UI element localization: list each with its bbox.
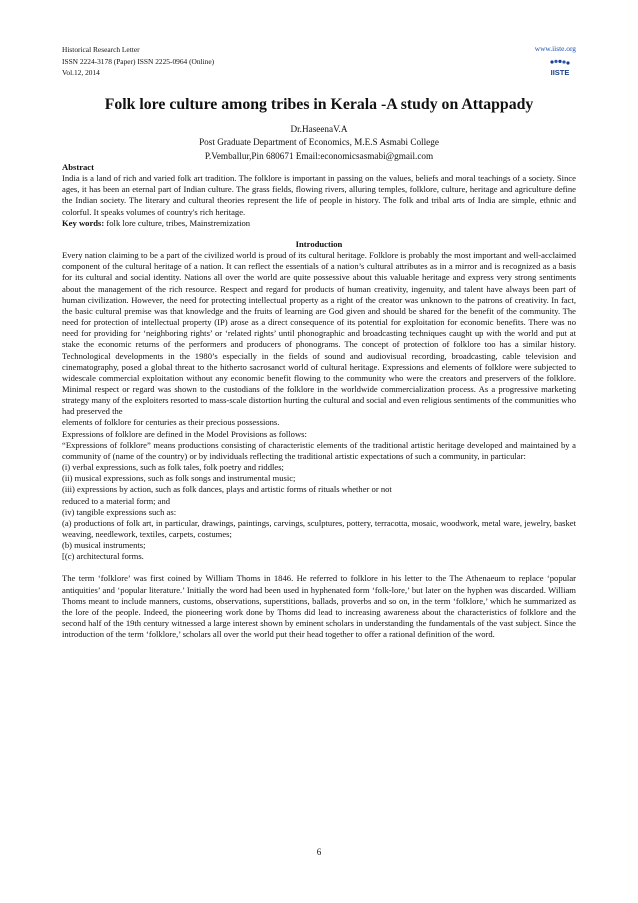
intro-definition-quote: “Expressions of folklore” means productions consisting of characteristic elements of the traditional artistic heritage developed and maintained by a community of (name of the country) or by individuals reflecting the traditional artistic expectations of such a community, in particular: — [62, 439, 576, 461]
list-item: reduced to a material form; and — [62, 495, 171, 506]
paragraph-gap — [62, 562, 576, 573]
abstract-text: India is a land of rich and varied folk art tradition. The folklore is important in passing on the values, beliefs and moral teachings of a society. Since ages, it has been an eternal part of Indian culture. The grass fields, flowing rivers, alluring temples, folklore, culture, heritage and agriculture define the Indian society. The literary and cultural theories represent the life of people in history. The folk and tribal arts of India are simple, ethnic and colorful. It speaks volumes of country's rich heritage. — [62, 173, 576, 217]
logo-text: IISTE — [550, 68, 570, 77]
list-item: (b) musical instruments; — [62, 540, 146, 551]
list-item: [(c) architectural forms. — [62, 551, 144, 562]
author-affiliation: Post Graduate Department of Economics, M.E.S Asmabi College — [199, 137, 439, 148]
paper-body — [62, 162, 576, 640]
intro-paragraph-1: Every nation claiming to be a part of the civilized world is proud of its cultural heritage. Folklore is probably the most important and well-acclaimed component of the cultural heritage of a nation. It can reflect the essentials of a nation’s cultural attributes as in a mirror and is recognized as a basis for its cultural and social identity. Nations all over the world are quite possessive about this valuable heritage and express very strong sentiments about the management of the rich resource. Respect and regard for products of human creativity, ingenuity, and talent have always been part of human civilization. However, the need for protecting intellectual property as a right of the creator was unknown to the patrons of creativity. In fact, the basic cultural premise was that knowledge and the fruits of learning are God given and should be shared for the benefit of the community. The need for protection of intellectual property (IP) arose as a direct consequence of its potential for exploitation for economic benefits. There was no need for providing for ‘neighboring rights’ or ‘related rights’ until phonographic and broadcasting techniques caught up with the world and put at stake the economic returns of the performers and producers of phonograms. The concept of protection of folklore too has a similar history. Technological developments in the 1980’s especially in the fields of sound and audiovisual recording, broadcasting, cable television and cinematography, posed a global threat to the hitherto sacrosanct world of cultural heritage. Expressions and elements of folklore were subjected to widescale commercial exploitation without any economic benefit flowing to the community who were the creators and preservers of the folklore. Minimal respect or regard was shown to the custodians of the folklore in the worldwide commercialization process. As a progressive marketing strategy many of the exploiters resorted to mass-scale distortion hurting the cultural and social and even religious sentiments of the communities who had preserved the — [62, 250, 576, 417]
page-number: 6 — [316, 847, 322, 857]
intro-paragraph-2: The term ‘folklore’ was first coined by William Thoms in 1846. He referred to folklore in his letter to the The Athenaeum to replace ‘popular antiquities’ and ‘popular literature.’ Initially the word had been used in hyphenated form ‘folk-lore,’ but later on the hyphen was discarded. William Thoms meant to include manners, customs, observations, superstitions, ballads, proverbs and so on, in the term ‘folklore,’ which he summarized as the lore of the people. Indeed, the pioneering work done by Thoms did lead to increasing awareness about the characteristics of folklore and the second half of the 19th century witnessed a large interest shown by eminent scholars in understanding the fundamentals of the vast subject. Since the introduction of the term ‘folklore,’ scholars all over the world put their head together to offer a rational definition of the word. — [62, 573, 576, 640]
keywords-line — [62, 218, 576, 229]
paper-title: Folk lore culture among tribes in Kerala -A study on Attappady — [104, 96, 534, 113]
author-name: Dr.HaseenaV.A — [290, 124, 348, 134]
author-block — [62, 123, 576, 163]
journal-header — [62, 44, 214, 79]
journal-volume: Vol.12, 2014 — [62, 68, 100, 77]
list-item: (ii) musical expressions, such as folk songs and instrumental music; — [62, 473, 296, 484]
abstract-heading: Abstract — [62, 162, 94, 172]
list-item: (iv) tangible expressions such as: — [62, 506, 177, 517]
list-item: (i) verbal expressions, such as folk tales, folk poetry and riddles; — [62, 462, 284, 473]
intro-line-elements: elements of folklore for centuries as their precious possessions. — [62, 417, 280, 428]
iiste-logo-icon — [548, 59, 572, 79]
journal-url-link[interactable]: www.iiste.org — [534, 44, 576, 53]
journal-url-block — [456, 44, 576, 53]
author-address: P.Vemballur,Pin 680671 Email:economicsasmabi@gmail.com — [204, 150, 434, 161]
list-item: (a) productions of folk art, in particular, drawings, paintings, carvings, sculptures, pottery, terracotta, mosaic, woodwork, metal ware, jewelry, basket weaving, needlework, textiles, carpets, costumes; — [62, 517, 576, 539]
intro-line-defined: Expressions of folklore are defined in the Model Provisions as follows: — [62, 428, 307, 439]
journal-name: Historical Research Letter — [62, 45, 140, 54]
keywords-text: folk lore culture, tribes, Mainstremization — [104, 217, 251, 228]
introduction-heading: Introduction — [295, 238, 343, 249]
keywords-label: Key words: — [62, 217, 105, 228]
journal-issn: ISSN 2224-3178 (Paper) ISSN 2225-0964 (Online) — [62, 56, 215, 66]
list-item: (iii) expressions by action, such as folk dances, plays and artistic forms of rituals whether or not — [62, 484, 392, 495]
